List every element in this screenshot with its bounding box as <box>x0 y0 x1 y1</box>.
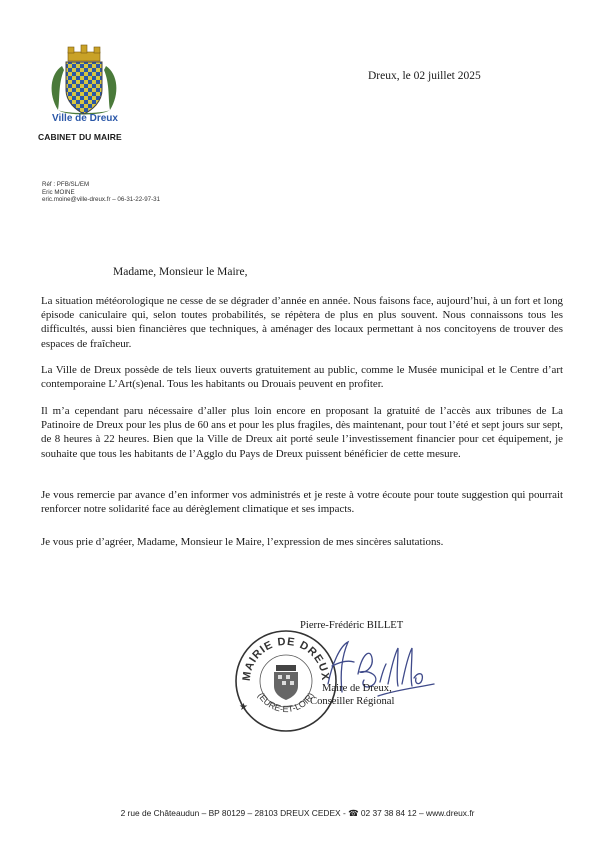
reference-code: Réf : PFB/SL/EM <box>42 181 90 188</box>
letter-paragraph: Je vous remercie par avance d’en informer vos administrés et je reste à votre écoute pour toute suggestion qui pourrait renforcer notre solidarité face au dérèglement climatique et ses impacts. <box>41 489 563 516</box>
letter-paragraph: La situation météorologique ne cesse de se dégrader d’année en année. Nous faisons face, aujourd’hui, à un fort et long épisode caniculaire qui, selon toutes probabilités, se répètera de plus en plus souvent. Nous connaissons tous les difficultés, aussi bien financières que techniques, à aménager des locaux permettant à nos concitoyens de trouver des espaces de fraîcheur. <box>41 295 563 350</box>
letter-paragraph: Je vous prie d’agréer, Madame, Monsieur le Maire, l’expression de mes sincères salutations. <box>41 536 444 548</box>
contact-details: eric.moine@ville-dreux.fr – 06-31-22-97-31 <box>42 196 161 204</box>
svg-text:★: ★ <box>239 702 248 713</box>
city-coat-of-arms-icon <box>44 44 124 120</box>
signatory-title-mayor: Maire de Dreux, <box>322 683 392 694</box>
salutation: Madame, Monsieur le Maire, <box>113 266 248 278</box>
letter-paragraph: Il m’a cependant paru nécessaire d’aller plus loin encore en proposant la gratuité de l’accès aux tribunes de La Patinoire de Dreux pour les plus de 60 ans et pour les plus fragiles, dès maintenant, pour tout l’été et sept jours sur sept, de 8 heures à 22 heures. Bien que la Ville de Dreux ait porté seule l’investissement financier pour cet équipement, je souhaite que tous les habitants de l’Agglo du Pays de Dreux puissent bénéficier de cette mesure. <box>41 405 563 460</box>
letter-date: Dreux, le 02 juillet 2025 <box>368 70 481 82</box>
stamp-bottom-text: (EURE-ET-LOIR) <box>255 690 317 715</box>
stamp-top-text: MAIRIE DE DREUX <box>240 635 332 682</box>
reference-block <box>42 181 160 204</box>
signatory-title-councillor: Conseiller Régional <box>310 696 395 707</box>
city-name: Ville de Dreux <box>52 113 118 124</box>
department-heading: CABINET DU MAIRE <box>38 132 122 142</box>
signatory-name: Pierre-Frédéric BILLET <box>300 620 404 631</box>
contact-name: Eric MOINE <box>42 188 75 196</box>
letter-paragraph: La Ville de Dreux possède de tels lieux ouverts gratuitement au public, comme le Musée municipal et le Centre d’art contemporaine L’Art(s)enal. Tous les habitants ou Drouais peuvent en profiter. <box>41 364 563 391</box>
footer-address: 2 rue de Châteaudun – BP 80129 – 28103 DREUX CEDEX - ☎ 02 37 38 84 12 – www.dreux.fr <box>120 808 475 818</box>
